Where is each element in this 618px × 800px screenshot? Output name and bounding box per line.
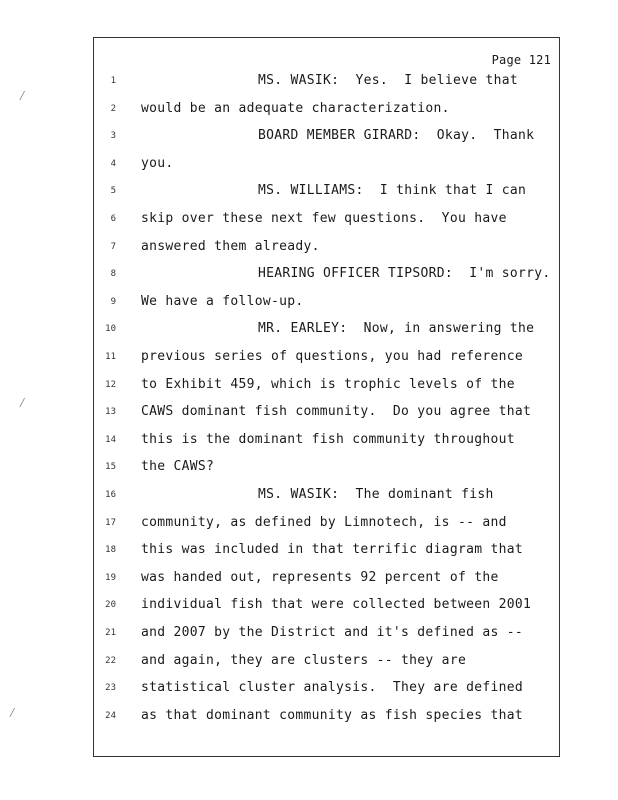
line-number: 16: [105, 490, 116, 500]
transcript-line: [94, 183, 559, 203]
line-number: 22: [105, 655, 116, 666]
line-text: the CAWS?: [141, 459, 215, 475]
transcript-line: [94, 321, 559, 341]
transcript-line: [94, 487, 559, 507]
transcript-line: [94, 708, 559, 728]
transcript-line: [94, 680, 559, 700]
line-number: 5: [110, 186, 116, 197]
line-text: would be an adequate characterization.: [141, 100, 450, 116]
line-number: 8: [110, 269, 116, 280]
line-text: this is the dominant fish community throughout: [141, 431, 515, 447]
line-number: 21: [105, 628, 116, 638]
line-number: 15: [105, 462, 116, 473]
transcript-line: [94, 432, 559, 452]
line-number: 6: [110, 214, 116, 224]
line-number: 10: [105, 324, 116, 335]
line-number: 3: [110, 131, 116, 142]
line-number: 7: [110, 241, 116, 252]
line-text: We have a follow-up.: [141, 293, 304, 309]
line-number: 17: [105, 517, 116, 528]
transcript-line: [94, 570, 559, 590]
line-number: 2: [110, 103, 116, 114]
line-number: 9: [110, 296, 116, 307]
line-text: answered them already.: [141, 238, 320, 254]
transcript-line: [94, 542, 559, 562]
margin-mark: ⁄: [8, 705, 17, 721]
transcript-line: [94, 515, 559, 535]
line-number: 23: [105, 683, 116, 694]
line-text: you.: [141, 155, 174, 171]
transcript-line: [94, 459, 559, 479]
line-number: 24: [105, 710, 116, 721]
line-number: 18: [105, 545, 116, 556]
line-number: 13: [105, 407, 116, 418]
transcript-line: [94, 101, 559, 121]
line-text: MS. WASIK: The dominant fish: [258, 487, 494, 502]
line-number: 20: [105, 600, 116, 611]
line-text: to Exhibit 459, which is trophic levels of the: [141, 376, 515, 392]
line-text: HEARING OFFICER TIPSORD: I'm sorry.: [258, 266, 551, 282]
transcript-line: [94, 211, 559, 231]
transcript-line: [94, 156, 559, 176]
line-text: was handed out, represents 92 percent of the: [141, 569, 499, 585]
transcript-line: [94, 294, 559, 314]
transcript-line: [94, 597, 559, 617]
line-text: as that dominant community as fish species that: [141, 707, 523, 723]
transcript-line: [94, 266, 559, 286]
transcript-line: [94, 377, 559, 397]
transcript-line: [94, 239, 559, 259]
line-number: 14: [105, 434, 116, 445]
transcript-line: [94, 653, 559, 673]
line-text: and 2007 by the District and it's defined as --: [141, 625, 523, 640]
line-text: previous series of questions, you had reference: [141, 349, 523, 364]
transcript-page: [93, 37, 560, 757]
line-text: CAWS dominant fish community. Do you agree that: [141, 404, 532, 420]
line-text: MR. EARLEY: Now, in answering the: [258, 321, 535, 337]
line-text: statistical cluster analysis. They are defined: [141, 680, 523, 696]
line-text: MS. WILLIAMS: I think that I can: [258, 183, 527, 199]
transcript-line: [94, 625, 559, 645]
page-number: Page 121: [491, 53, 551, 67]
line-text: and again, they are clusters -- they are: [141, 652, 467, 668]
line-text: community, as defined by Limnotech, is -- and: [141, 514, 507, 530]
line-text: MS. WASIK: Yes. I believe that: [258, 73, 519, 88]
transcript-line: [94, 73, 559, 93]
line-text: this was included in that terrific diagram that: [141, 542, 523, 558]
transcript-line: [94, 128, 559, 148]
margin-mark: ⁄: [18, 88, 27, 104]
transcript-line: [94, 349, 559, 369]
line-number: 1: [110, 76, 116, 86]
line-text: BOARD MEMBER GIRARD: Okay. Thank: [258, 128, 535, 144]
line-text: individual fish that were collected between 2001: [141, 597, 532, 613]
line-number: 19: [105, 572, 116, 583]
margin-mark: ⁄: [18, 395, 27, 411]
line-number: 11: [105, 352, 116, 362]
line-number: 4: [110, 158, 116, 169]
transcript-line: [94, 404, 559, 424]
line-number: 12: [105, 379, 116, 390]
line-text: skip over these next few questions. You have: [141, 211, 507, 226]
